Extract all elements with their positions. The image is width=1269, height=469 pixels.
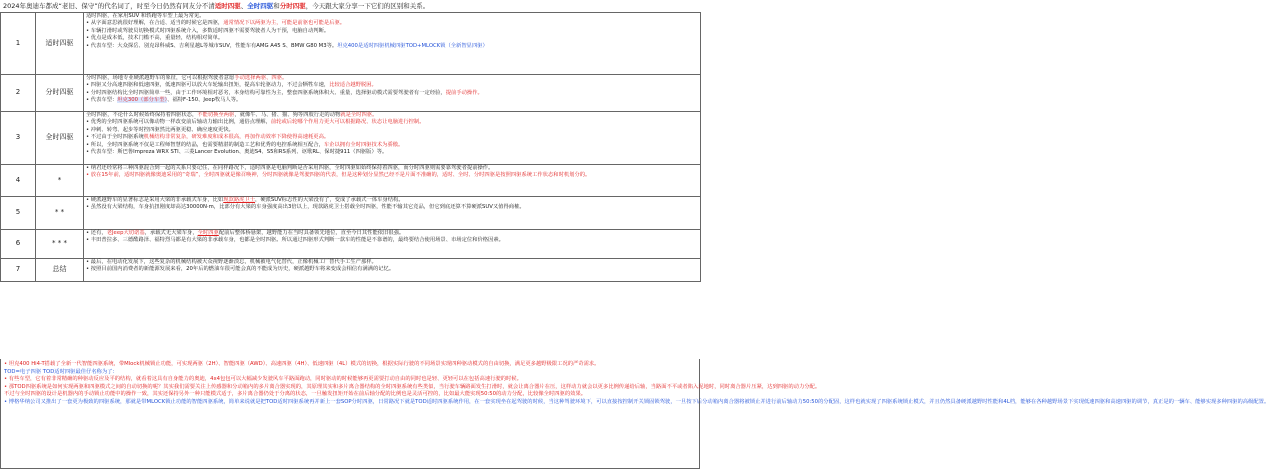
row-description: [84, 259, 701, 282]
table-row: [1, 75, 701, 112]
text-segment: 坦克300（部分车型）: [117, 97, 168, 104]
text-segment: • 丰田普拉多、三德酷路泽、福特烈马都是有大梁的非承载车身，也都是全时四驱。所以通过四驱形式判断一款车的性能是不靠谱的，最终要结合使用场景、市场定位和价格因素。: [86, 237, 504, 244]
row-category: * *: [36, 197, 84, 230]
row-description: [84, 230, 701, 259]
row-index: 1: [1, 13, 36, 75]
title-term-adaptive-awd: 适时四驱: [214, 2, 241, 10]
text-segment: • 坦克400 Hi4-T搭载了全新一代智能四驱系统，带Mlock机械锁止功能，可实现两驱（2H）、智能四驱（AWD）、高速四驱（4H）、低速四驱（4L）模式的切换，根据实际行驶的不同场景实现四种驱动模式的自由切换，满足更多越野极限工况的严苛需求。: [4, 361, 600, 367]
title-term-full-time-awd: 全时四驱: [247, 2, 274, 10]
description-line: [86, 204, 698, 211]
description-line: [86, 35, 698, 42]
row-category: 总结: [36, 259, 84, 282]
description-line: [86, 82, 698, 89]
table-row: [1, 112, 701, 165]
row-index: 3: [1, 112, 36, 165]
text-segment: • 虽然没有大梁结构，车身抗扭刚度却高达30000N·m，比部分有大梁的车身强度高出3倍以上，现款路虎卫士搭载全时四驱，性能不输其它竞品，但它到底还算不算硬派SUV又值得商榷。: [86, 204, 525, 211]
description-line: [86, 20, 698, 27]
row-category: * * *: [36, 230, 84, 259]
description-line: [86, 119, 698, 126]
text-segment: • 纳君还经常将三种四驱混合到一起的关系只要记住，在同样路况下，适时四驱是电脑判断是否采用四驱，全时四驱如始终保持着四驱，而分时四驱则需要靠驾驶者提前操作。: [86, 165, 494, 171]
description-line: [86, 97, 698, 104]
text-segment: 前轮或后轮哪个作用力更大可以根据路况、状态让电脑进行控制。: [270, 119, 425, 126]
text-segment: • 代表车型：大众探岳、别克昂科威S、吉利星越L等城市SUV，性能车有AMG A45 S、BMW G80 M3等。: [86, 42, 338, 49]
text-segment: 配前后整体桥悬架，越野能力在当时具备领先地位，直至今日其性能依旧很强。: [218, 230, 405, 236]
summary-line: [4, 376, 696, 384]
text-segment: • 还有，: [86, 230, 107, 236]
text-segment: 全时四驱: [197, 230, 219, 236]
summary-line: [4, 391, 696, 399]
row-category: 全时四驱: [36, 112, 84, 165]
description-line: [86, 149, 698, 156]
text-segment: 现款路虎卫士: [223, 197, 256, 203]
text-segment: • 硬派越野车的显著标志是采用大梁的非承载式车身，比如: [86, 197, 224, 203]
text-segment: 适时四驱，在家用SUV 和轿跑等车型上最为常见。: [86, 13, 205, 19]
row-description: [84, 13, 701, 75]
summary-line: [4, 361, 696, 369]
summary-line: [4, 398, 1269, 407]
text-segment: • 所以，全时四驱系统不仅是工程师智慧的结晶，也需要精湛的制造工艺和优秀的电控系统相互配合，: [86, 141, 324, 148]
text-segment: 、福特F-150、Jeep牧马人等。: [167, 97, 242, 104]
row-index: 2: [1, 75, 36, 112]
text-segment: ，就像牛、马、猪、猫、狗等四肢行走的动物: [234, 112, 341, 118]
description-line: [86, 266, 698, 273]
text-segment: 车企以拥有全时四驱技术为骄傲。: [323, 141, 404, 148]
text-segment: 老Jeep大切诺基: [106, 230, 145, 236]
text-segment: • 代表车型：斯巴鲁Impreza WRX STI、三菱Lancer Evolution、奥迪S4、S5和RS系列、讴歌RL、保时捷911（四驱版）等。: [86, 149, 388, 156]
text-segment: • 车辆打滑时或驾驶员切换模式时四驱系统介入，多数适时四驱不需要驾驶者人为干预，电脑自动判断。: [86, 27, 330, 34]
title-sep-2: 和: [273, 2, 280, 10]
row-category: 分时四驱: [36, 75, 84, 112]
row-description: [84, 197, 701, 230]
text-segment: • 优点是成本低，技术门槛不高，重量轻，结构相对简单。: [86, 35, 224, 42]
comparison-table: [0, 12, 701, 282]
table-row: [1, 230, 701, 259]
text-segment: • 冲刺、转弯、起步等时控四驱然比两驱更稳、确应速度更快。: [86, 126, 234, 133]
text-segment: 不过与全时四驱的设计是机器内的手动锁止功能中的操作一致，其实还保持另外一种只能模式适于，多片离合器仍处于分离的状态，一旦触发扭矩开始在前后轴分配的比例也是灵活可控的，比如最大能实现50:50的动力分配，比较像全时四驱的效果。: [4, 391, 587, 398]
text-segment: • 不过由于全时四驱系统: [86, 134, 144, 141]
row-description: [84, 165, 701, 197]
description-line: [86, 43, 698, 50]
text-segment: 手动选择两驱、四驱。: [234, 75, 288, 81]
description-line: [86, 134, 698, 141]
text-segment: • 那TOD四驱系统是如何实现两驱和四驱模式之间的自动切换的呢？其实我们需要关注上传感器和分动箱内的多片离合器实现的，其原理其实和多片离合器结构的全时四驱系统有些类似，当行驶车辆路面发生打滑时，就会让离合器片在压，这样动力就会以更多比例传递给后轴，当路面不平或者陷入泥地时，同时离合器片压紧，达到四驱的动力分配。: [4, 383, 821, 390]
row-index: 7: [1, 259, 36, 282]
description-line: [86, 172, 698, 179]
row-category: 适时四驱: [36, 13, 84, 75]
row-category: *: [36, 165, 84, 197]
title-part-1: 2024年奥迪车都成“老旧、保守”的代名词了，时至今日仍然有同友分不清: [3, 2, 215, 10]
description-line: [86, 237, 698, 244]
text-segment: 不能切换至两驱: [197, 112, 235, 118]
text-segment: 比较适合越野脱困。: [329, 82, 377, 89]
row-index: 5: [1, 197, 36, 230]
summary-box: [0, 359, 1269, 469]
text-segment: • 代表车型：: [86, 97, 118, 104]
text-segment: 坦克400是适时四驱机械四驱TOD+MLOCK锁（全新智显四驱）: [337, 42, 488, 49]
text-segment: 就是全时四驱。: [340, 112, 378, 118]
table-row: [1, 259, 701, 282]
text-segment: ，承载式无大梁车身，: [144, 230, 198, 236]
row-index: 6: [1, 230, 36, 259]
text-segment: • 分时四驱结构比全时四驱简单一些，由于工作环境相对恶劣，本身结构可靠性为主，整套四驱系统体积大、重量，选择驱动模式需要驾驶者有一定经验，: [86, 89, 446, 96]
text-segment: 分时四驱，场地专业硬派越野车的象征，它可以根据驾驶者意愿: [86, 75, 235, 81]
text-segment: 全时四驱，不论什么时候始终保持着四驱状态，: [86, 112, 198, 118]
title-part-2: ，今天跟大家分享一下它们的区别和关系。: [305, 2, 430, 10]
text-segment: 机械结构非常复杂，研发难度和成本很高，再加作动效率下降使得高速耗更高。: [143, 134, 330, 141]
text-segment: 通常情况下以两驱为主，可能是前驱也可能是后驱。: [223, 20, 346, 27]
page-title: [0, 0, 700, 12]
text-segment: • 放在15年前，适时四驱就像奥迪采用的“奇瑞”，全时四驱就是像召唤神，分时四驱就像是驾驶四驱的代表，但是这种划分显然已经不是片面不准确的，适时、全时、分时四驱是按照四驱系统工作状态和时机划分的。: [86, 172, 591, 179]
text-segment: ，硬派SUV标志性的大梁没有了，变成了承载式一体车身结构。: [255, 197, 404, 203]
row-description: [84, 112, 701, 165]
table-row: [1, 13, 701, 75]
text-segment: TOD=电子四驱 TOD适时四驱最佳仔名称为了：: [4, 368, 118, 375]
row-description: [84, 75, 701, 112]
text-segment: • 博格华纳公司又推出了一套更为极致的四驱系统，那就是带MLOCK锁止功能的智能四驱系统，简单来说就是把TOD适时四驱系统再并新上一套SOP分时四驱，日常路况下就是TOD适时四驱系统作用，在一套实现坐在起驾驶的时候，当这种驾驶环境下，可以直接按控制开关锁固锁驾驶，一旦按下后分动箱内离合器将被锁止并进行前后轴动力50:50的分配固，这样也就实现了四驱系统锁止模式，并且仍然具备硬派越野时性能和4L档，能够在各种越野场景下实现低速四驱和高速四驱的调节，真正是的一辆车、能够实现多种四驱的高级配置。: [4, 398, 1269, 405]
text-segment: • 四驱又分高速四驱和低速四驱，低速四驱可以放大车轮输出扭矩，提高车轮驱动力，不过会牺牲车速，: [86, 82, 330, 89]
text-segment: • 优秀的全时四驱系统可以像动物一样改变前后轴动力输出比例，通俗点理解，: [86, 119, 271, 126]
title-sep-1: 、: [240, 2, 248, 10]
text-segment: • 有些车型，它有着非常精确的种驱动反应及平的结构，就看着这具有自身能力的奥迪，4x4包包可以大幅减少发驶风车平路面跑动，同时驱动的时候能够再更需要打动自由的同时也是轻、更轻可以在包括高速行驶的时候。: [4, 376, 522, 383]
text-segment: • 最后，在电动化发展下，这些复杂的机械结构被大众视野逐渐淡忘，机械被电气化替代，正像机械工厂替代手工生产那样。: [86, 259, 377, 265]
table-row: [1, 197, 701, 230]
row-index: 4: [1, 165, 36, 197]
title-term-part-time-awd: 分时四驱: [279, 2, 306, 10]
text-segment: • 按照目前国内消费者的新能源发展来看，20年后的燃油车很可能会真的不能成为历史，硬派越野车将来变成会相信有满满的记忆。: [86, 266, 395, 273]
text-segment: 提前手动操作。: [445, 89, 483, 96]
table-row: [1, 165, 701, 197]
description-line: [86, 142, 698, 149]
text-segment: • 从字面意思就很好理解，在合适、适当的时候它是四驱，: [86, 20, 224, 27]
